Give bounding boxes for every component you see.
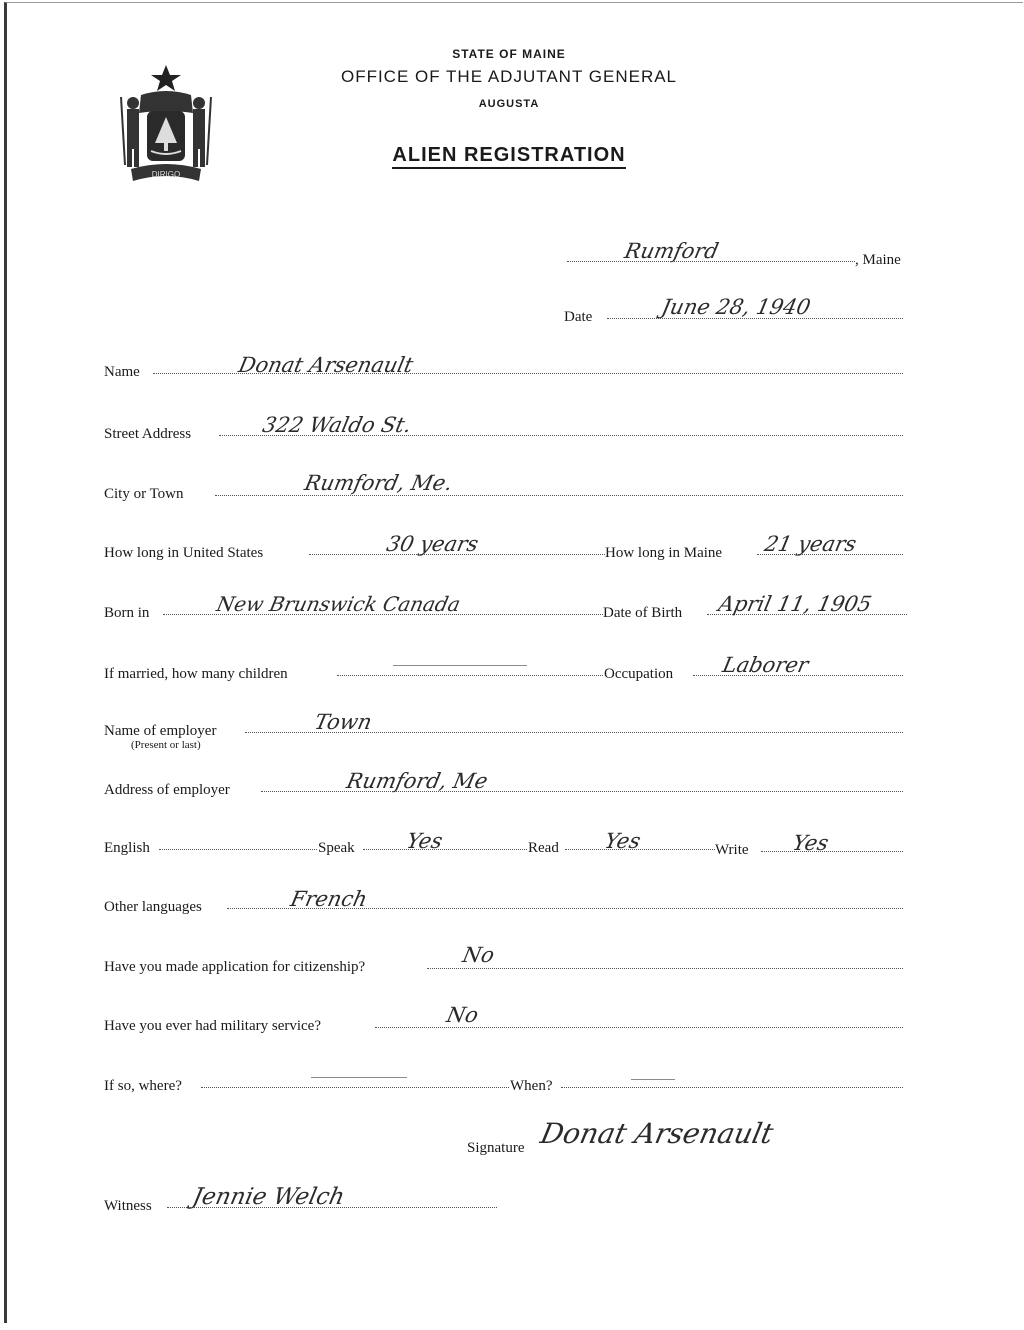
signature-value[interactable]: Donat Arsenault	[537, 1117, 777, 1150]
place-suffix: , Maine	[855, 252, 901, 268]
citizenship-value[interactable]: No	[460, 943, 497, 967]
read-line	[565, 847, 715, 850]
dob-value[interactable]: April 11, 1905	[716, 592, 874, 616]
how-long-us-label: How long in United States	[104, 545, 264, 561]
employer-value[interactable]: Town	[312, 710, 375, 734]
occupation-value[interactable]: Laborer	[720, 653, 811, 677]
when-blank-dash	[631, 1079, 675, 1080]
if-so-label: If so, where?	[104, 1078, 182, 1094]
married-blank-dash	[393, 665, 527, 666]
city-heading: AUGUSTA	[478, 98, 540, 110]
name-value[interactable]: Donat Arsenault	[236, 353, 416, 377]
witness-value[interactable]: Jennie Welch	[190, 1184, 347, 1210]
how-long-us-value[interactable]: 30 years	[384, 532, 481, 556]
employer-label: Name of employer	[104, 723, 217, 739]
when-label: When?	[510, 1078, 553, 1094]
office-heading: OFFICE OF THE ADJUTANT GENERAL	[340, 67, 678, 86]
occupation-label: Occupation	[604, 666, 674, 682]
city-value[interactable]: Rumford, Me.	[302, 471, 455, 495]
employer-address-value[interactable]: Rumford, Me	[344, 769, 490, 793]
form-page	[4, 2, 1023, 1323]
citizenship-line	[427, 966, 903, 969]
how-long-maine-label: How long in Maine	[605, 545, 723, 561]
speak-line	[363, 847, 527, 850]
if-so-blank-dash	[311, 1077, 407, 1078]
when-line	[561, 1085, 903, 1088]
witness-label: Witness	[104, 1198, 152, 1214]
seal-banner: DIRIGO	[151, 170, 181, 179]
date-value[interactable]: June 28, 1940	[659, 295, 813, 319]
state-heading: STATE OF MAINE	[452, 47, 566, 61]
married-label: If married, how many children	[104, 666, 288, 682]
date-label: Date	[564, 309, 593, 325]
english-label: English	[104, 840, 150, 856]
if-so-line	[201, 1085, 509, 1088]
street-label: Street Address	[104, 426, 192, 442]
title-text: ALIEN REGISTRATION	[392, 144, 625, 169]
city-label: City or Town	[104, 486, 184, 502]
how-long-maine-value[interactable]: 21 years	[762, 532, 859, 556]
english-line	[159, 847, 317, 850]
military-label: Have you ever had military service?	[104, 1018, 321, 1034]
write-label: Write	[715, 842, 749, 858]
other-languages-value[interactable]: French	[288, 887, 370, 911]
write-value[interactable]: Yes	[790, 831, 831, 855]
dob-label: Date of Birth	[603, 605, 683, 621]
speak-value[interactable]: Yes	[404, 829, 445, 853]
place-value[interactable]: Rumford	[622, 239, 721, 263]
write-line	[761, 849, 903, 852]
signature-label: Signature	[467, 1140, 525, 1156]
married-line	[337, 673, 603, 676]
other-languages-label: Other languages	[104, 899, 202, 915]
employer-address-label: Address of employer	[104, 782, 230, 798]
read-value[interactable]: Yes	[602, 829, 643, 853]
speak-label: Speak	[318, 840, 355, 856]
citizenship-label: Have you made application for citizenship?	[104, 959, 366, 975]
military-value[interactable]: No	[444, 1003, 481, 1027]
page-title	[7, 144, 1011, 167]
read-label: Read	[528, 840, 559, 856]
employer-sublabel: (Present or last)	[131, 739, 201, 751]
name-label: Name	[104, 364, 140, 380]
street-value[interactable]: 322 Waldo St.	[260, 413, 414, 437]
born-in-label: Born in	[104, 605, 150, 621]
born-in-value[interactable]: New Brunswick Canada	[214, 592, 463, 616]
